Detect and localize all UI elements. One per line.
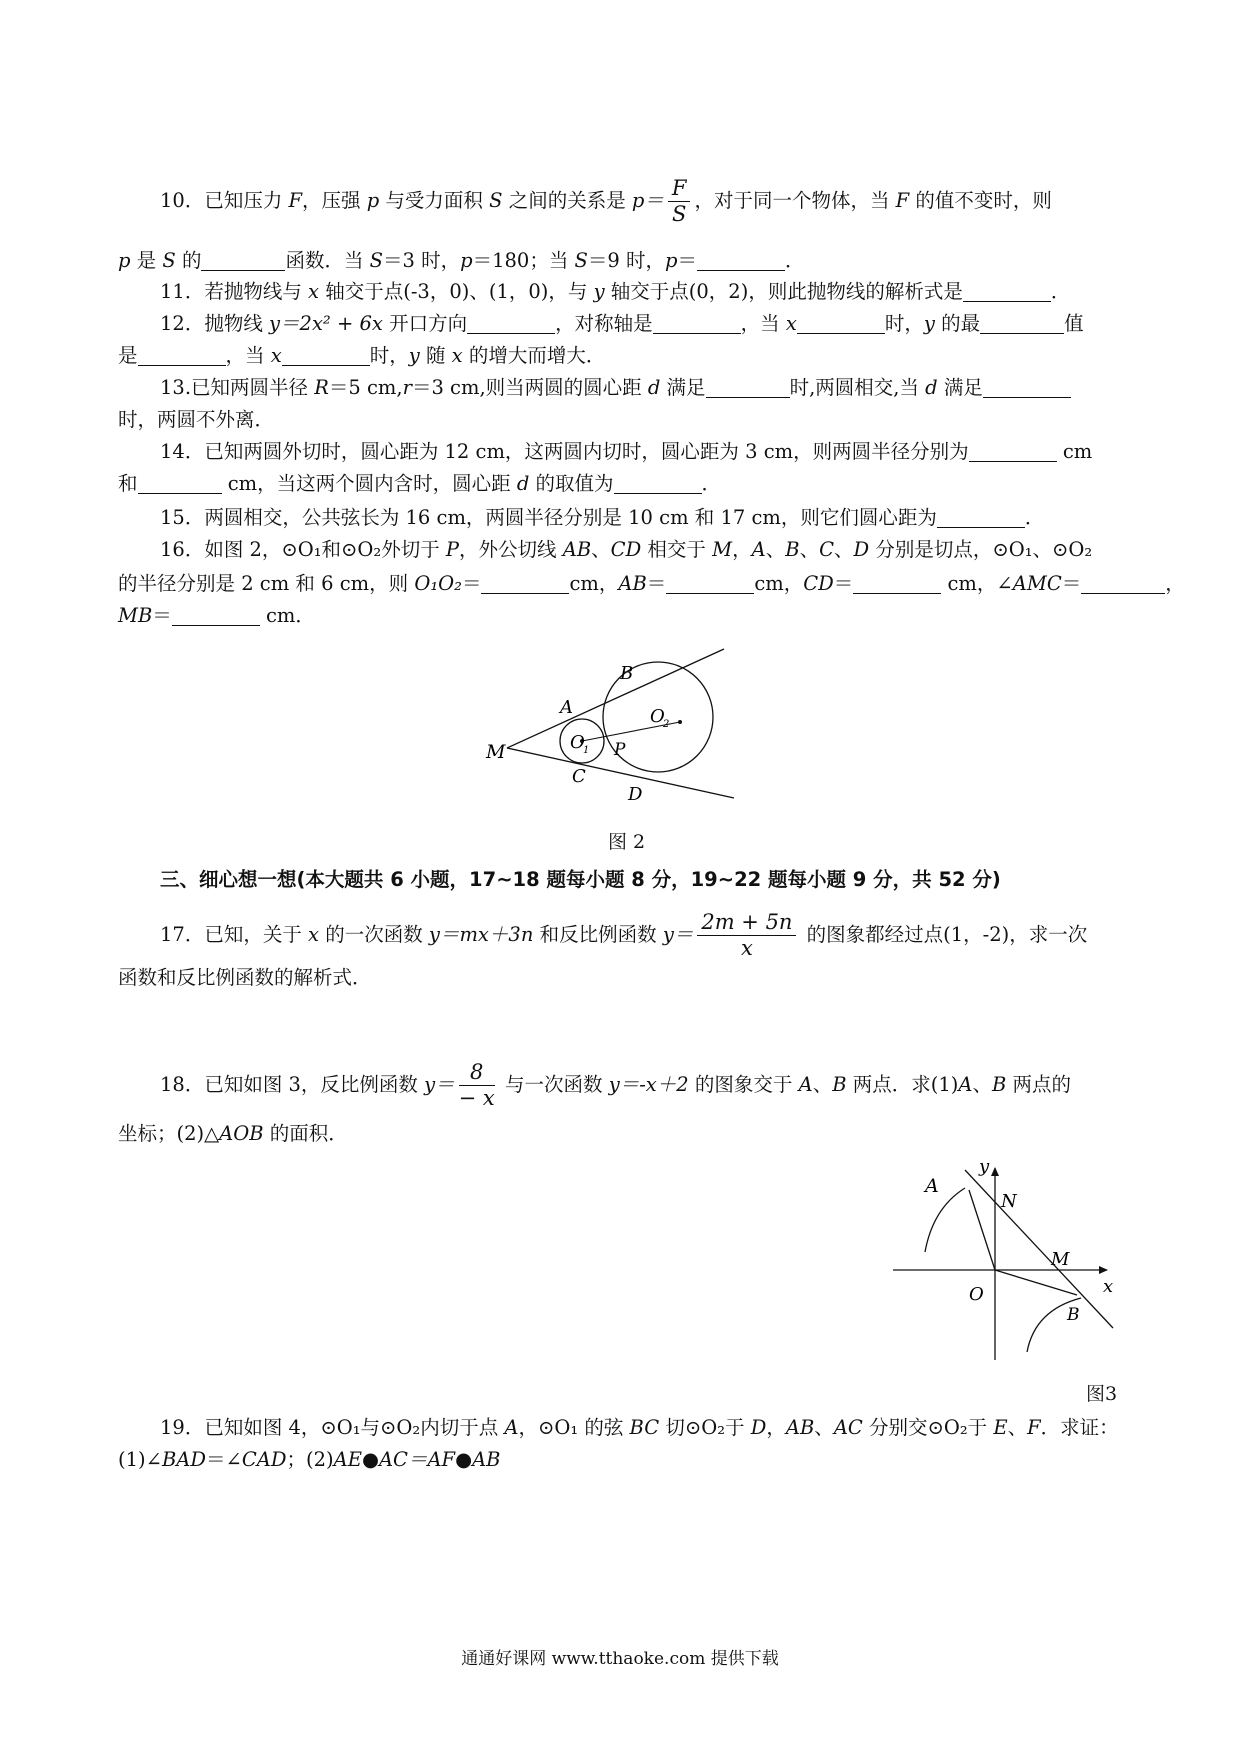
- line-y-neg-x-plus-2: [965, 1170, 1113, 1328]
- label-N: N: [1001, 1191, 1017, 1212]
- question-17-line-1: 17．已知，关于 x 的一次函数 y＝mx＋3n 和反比例函数 y＝ $\frac{2m + 5n}{x}$ 的图象都经过点(1，-2)，求一次: [160, 910, 1088, 960]
- answer-blank[interactable]: [282, 345, 370, 366]
- segment-O-A: [969, 1190, 995, 1270]
- answer-blank[interactable]: [797, 313, 885, 334]
- answer-blank[interactable]: [983, 377, 1071, 398]
- label-O: O: [969, 1284, 984, 1305]
- label-C: C: [572, 766, 586, 787]
- label-O2: O: [650, 706, 665, 727]
- question-16-line-3: MB＝ cm．: [118, 604, 315, 627]
- answer-blank[interactable]: [467, 313, 555, 334]
- question-18-line-1: 18．已知如图 3，反比例函数 y＝ $\frac{8}{- x}$ 与一次函数 y＝-x＋2 的图象交于 A、B 两点．求(1)A、B 两点的: [160, 1060, 1072, 1110]
- label-O1-sub: 1: [583, 745, 590, 756]
- question-10-line-2: p 是 S 的 函数．当 S＝3 时，p＝180；当 S＝9 时，p＝ ．: [118, 249, 805, 272]
- label-A: A: [925, 1175, 939, 1197]
- question-14-line-2: 和 cm，当这两个圆内含时，圆心距 d 的取值为 ．: [118, 472, 722, 495]
- answer-blank[interactable]: [201, 250, 285, 271]
- figure-2-caption: 图 2: [608, 831, 646, 853]
- label-y: y: [979, 1156, 990, 1177]
- answer-blank[interactable]: [614, 473, 702, 494]
- answer-blank[interactable]: [853, 573, 941, 594]
- question-12-line-2: 是 ，当 x 时，y 随 x 的增大而增大．: [118, 344, 606, 367]
- section-3-heading: 三、细心想一想(本大题共 6 小题，17~18 题每小题 8 分，19~22 题每小题 9 分，共 52 分): [160, 868, 1001, 891]
- question-13-line-2: 时，两圆不外离．: [118, 408, 275, 431]
- question-13-line-1: 13.已知两圆半径 R＝5 cm,r＝3 cm,则当两圆的圆心距 d 满足 时,两圆相交,当 d 满足: [160, 374, 1071, 402]
- question-19-line-2: (1)∠BAD＝∠CAD；(2)AE●AC＝AF●AB: [118, 1448, 501, 1471]
- tangent-line-upper: [507, 649, 724, 748]
- fraction-8-over-neg-x: $\frac{8}{- x}$: [458, 1060, 495, 1110]
- answer-blank[interactable]: [653, 313, 741, 334]
- hyperbola-branch-upper-left: [925, 1188, 965, 1252]
- label-B: B: [620, 663, 634, 684]
- answer-blank[interactable]: [138, 473, 222, 494]
- question-15: 15．两圆相交，公共弦长为 16 cm，两圆半径分别是 10 cm 和 17 cm，则它们圆心距为 ．: [160, 506, 1045, 529]
- label-O2-sub: 2: [663, 719, 670, 730]
- answer-blank[interactable]: [969, 441, 1057, 462]
- question-17-line-2: 函数和反比例函数的解析式．: [118, 966, 372, 989]
- answer-blank[interactable]: [697, 250, 785, 271]
- label-A: A: [560, 697, 573, 718]
- answer-blank[interactable]: [937, 507, 1025, 528]
- question-10-line-1: 10．已知压力 F，压强 p 与受力面积 S 之间的关系是 p＝ $\frac{F}{S}$ ，对于同一个物体，当 F 的值不变时，则: [160, 176, 1052, 226]
- figure-2-tangent-circles: [470, 645, 750, 815]
- figure-3-coordinate-graph: [885, 1150, 1125, 1370]
- label-O1: O: [570, 732, 585, 753]
- answer-blank[interactable]: [980, 313, 1064, 334]
- question-11: 11．若抛物线与 x 轴交于点(-3，0)、(1，0)，与 y 轴交于点(0，2)，则此抛物线的解析式是 ．: [160, 280, 1071, 303]
- answer-blank[interactable]: [963, 281, 1051, 302]
- question-18-line-2: 坐标；(2)△AOB 的面积．: [118, 1122, 348, 1145]
- answer-blank[interactable]: [172, 605, 260, 626]
- question-14-line-1: 14．已知两圆外切时，圆心距为 12 cm，这两圆内切时，圆心距为 3 cm，则两圆半径分别为 cm: [160, 440, 1093, 463]
- answer-blank[interactable]: [138, 345, 226, 366]
- answer-blank[interactable]: [706, 377, 790, 398]
- page-footer: 通通好课网 www.tthaoke.com 提供下载: [461, 1649, 779, 1669]
- label-M: M: [1051, 1249, 1070, 1270]
- label-B: B: [1067, 1305, 1080, 1325]
- figure-3-caption: 图3: [1086, 1383, 1118, 1405]
- fraction-f-over-s: $\frac{F}{S}$: [668, 178, 691, 225]
- answer-blank[interactable]: [481, 573, 569, 594]
- answer-blank[interactable]: [666, 573, 754, 594]
- label-M: M: [486, 741, 506, 763]
- label-P: P: [614, 740, 626, 760]
- segment-O-B: [995, 1270, 1077, 1295]
- label-x: x: [1103, 1276, 1114, 1297]
- fraction-2m5n-over-x: $\frac{2m + 5n}{x}$: [697, 912, 796, 959]
- label-D: D: [628, 784, 643, 805]
- answer-blank[interactable]: [1081, 573, 1165, 594]
- question-12-line-1: 12．抛物线 y＝2x² + 6x 开口方向 ，对称轴是 ，当 x 时，y 的最 值: [160, 312, 1084, 335]
- question-16-line-2: 的半径分别是 2 cm 和 6 cm，则 O₁O₂＝ cm，AB＝ cm，CD＝ cm，∠AMC＝ ，: [118, 572, 1185, 595]
- question-16-line-1: 16．如图 2，⊙O₁和⊙O₂外切于 P，外公切线 AB、CD 相交于 M，A、B、C、D 分别是切点，⊙O₁、⊙O₂: [160, 538, 1093, 561]
- center-dot-o2: [678, 720, 682, 724]
- question-19-line-1: 19．已知如图 4，⊙O₁与⊙O₂内切于点 A，⊙O₁ 的弦 BC 切⊙O₂于 D，AB、AC 分别交⊙O₂于 E、F．求证：: [160, 1416, 1119, 1439]
